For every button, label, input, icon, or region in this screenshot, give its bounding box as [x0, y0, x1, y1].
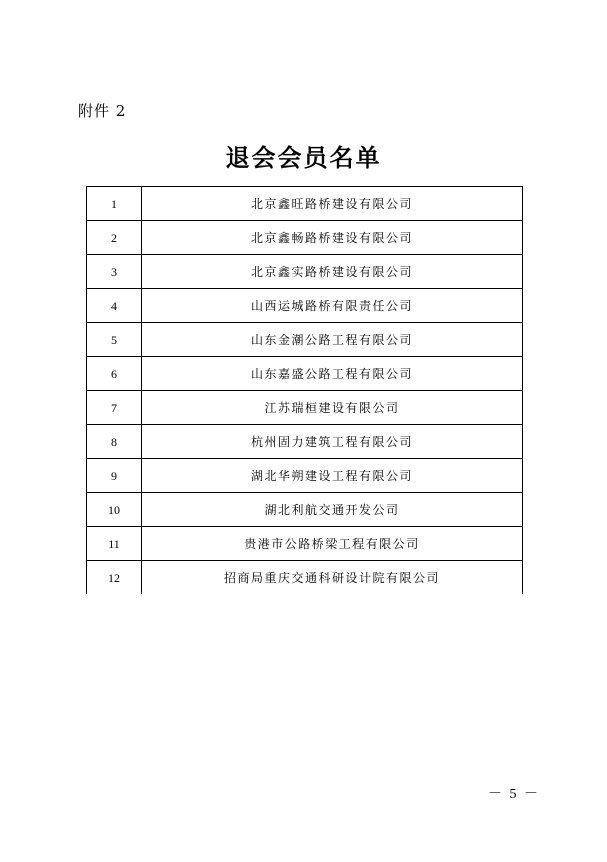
table-row [87, 459, 523, 493]
row-index: 4 [87, 289, 142, 323]
row-index: 5 [87, 323, 142, 357]
attachment-label: 附件 2 [78, 102, 127, 120]
page-number: － 5 － [488, 787, 540, 802]
table-row [87, 527, 523, 561]
page-title: 退会会员名单 [225, 143, 382, 172]
member-name: 湖北利航交通开发公司 [142, 493, 523, 527]
member-table [86, 186, 523, 594]
row-index: 8 [87, 425, 142, 459]
member-name: 杭州固力建筑工程有限公司 [142, 425, 523, 459]
row-index: 7 [87, 391, 142, 425]
row-index: 12 [87, 561, 142, 595]
member-name: 招商局重庆交通科研设计院有限公司 [142, 561, 523, 595]
table-row [87, 255, 523, 289]
table-row [87, 357, 523, 391]
member-name: 山东嘉盛公路工程有限公司 [142, 357, 523, 391]
row-index: 2 [87, 221, 142, 255]
row-index: 10 [87, 493, 142, 527]
row-index: 9 [87, 459, 142, 493]
member-name: 贵港市公路桥梁工程有限公司 [142, 527, 523, 561]
row-index: 11 [87, 527, 142, 561]
table-row [87, 221, 523, 255]
member-name: 北京鑫旺路桥建设有限公司 [142, 187, 523, 221]
row-index: 3 [87, 255, 142, 289]
table-row [87, 391, 523, 425]
row-index: 6 [87, 357, 142, 391]
member-name: 山东金潮公路工程有限公司 [142, 323, 523, 357]
member-name: 湖北华朔建设工程有限公司 [142, 459, 523, 493]
table-row [87, 289, 523, 323]
member-name: 北京鑫实路桥建设有限公司 [142, 255, 523, 289]
table-row [87, 323, 523, 357]
member-name: 北京鑫畅路桥建设有限公司 [142, 221, 523, 255]
table-row [87, 493, 523, 527]
table-row [87, 561, 523, 595]
row-index: 1 [87, 187, 142, 221]
table-row [87, 425, 523, 459]
member-name: 山西运城路桥有限责任公司 [142, 289, 523, 323]
member-name: 江苏瑞桓建设有限公司 [142, 391, 523, 425]
table-row [87, 187, 523, 221]
